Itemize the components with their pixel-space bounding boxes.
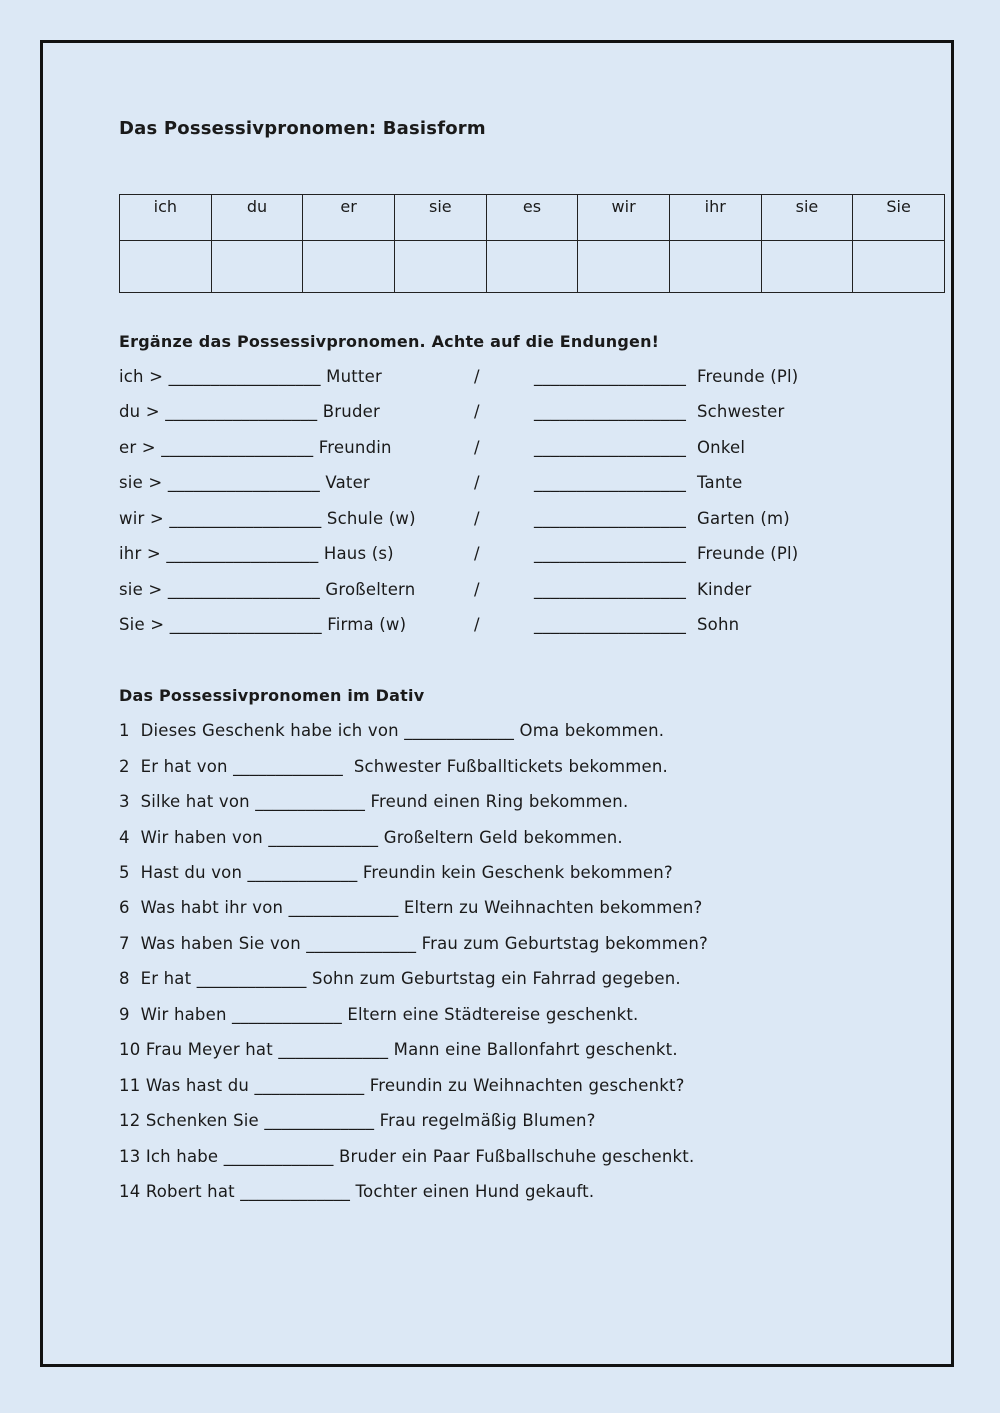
page-title: Das Possessivpronomen: Basisform — [119, 118, 486, 139]
exercise-right: __________________ Sohn — [534, 615, 740, 634]
answer-cell[interactable] — [211, 241, 303, 293]
answer-cell[interactable] — [303, 241, 395, 293]
separator: / — [474, 402, 480, 421]
pronoun-header-cell: es — [486, 195, 578, 241]
pronoun-header-cell: wir — [578, 195, 670, 241]
pronoun-header-cell: ihr — [669, 195, 761, 241]
exercise-right: __________________ Kinder — [534, 580, 752, 599]
answer-cell[interactable] — [761, 241, 853, 293]
exercise-left: ich > __________________ Mutter — [119, 367, 382, 386]
dativ-item: 5 Hast du von _____________ Freundin kein Geschenk bekommen? — [119, 863, 673, 882]
dativ-item: 11 Was hast du _____________ Freundin zu Weihnachten geschenkt? — [119, 1076, 685, 1095]
exercise-row — [119, 615, 740, 691]
pronoun-answer-row — [120, 241, 945, 293]
pronoun-header-cell: du — [211, 195, 303, 241]
pronoun-header-cell: Sie — [853, 195, 945, 241]
dativ-item: 14 Robert hat _____________ Tochter einen Hund gekauft. — [119, 1182, 595, 1201]
pronoun-header-cell: ich — [120, 195, 212, 241]
exercise-right: __________________ Freunde (Pl) — [534, 367, 799, 386]
answer-cell[interactable] — [486, 241, 578, 293]
pronoun-header-cell: er — [303, 195, 395, 241]
exercise-right: __________________ Tante — [534, 473, 743, 492]
pronoun-header-row — [120, 195, 945, 241]
exercise-right: __________________ Onkel — [534, 438, 746, 457]
separator: / — [474, 438, 480, 457]
dativ-item: 8 Er hat _____________ Sohn zum Geburtstag ein Fahrrad gegeben. — [119, 969, 681, 988]
pronoun-table — [119, 194, 945, 293]
answer-cell[interactable] — [669, 241, 761, 293]
dativ-item: 7 Was haben Sie von _____________ Frau zum Geburtstag bekommen? — [119, 934, 708, 953]
dativ-item: 9 Wir haben _____________ Eltern eine Städtereise geschenkt. — [119, 1005, 639, 1024]
exercise-right: __________________ Freunde (Pl) — [534, 544, 799, 563]
section1-heading: Ergänze das Possessivpronomen. Achte auf die Endungen! — [119, 332, 660, 351]
answer-cell[interactable] — [120, 241, 212, 293]
dativ-item: 3 Silke hat von _____________ Freund einen Ring bekommen. — [119, 792, 629, 811]
separator: / — [474, 473, 480, 492]
exercise-left: Sie > __________________ Firma (w) — [119, 615, 407, 634]
answer-cell[interactable] — [578, 241, 670, 293]
exercise-right: __________________ Schwester — [534, 402, 785, 421]
exercise-right: __________________ Garten (m) — [534, 509, 790, 528]
separator: / — [474, 367, 480, 386]
answer-cell[interactable] — [394, 241, 486, 293]
dativ-item: 12 Schenken Sie _____________ Frau regelmäßig Blumen? — [119, 1111, 596, 1130]
exercise-left: du > __________________ Bruder — [119, 402, 380, 421]
dativ-item: 10 Frau Meyer hat _____________ Mann eine Ballonfahrt geschenkt. — [119, 1040, 678, 1059]
dativ-item: 4 Wir haben von _____________ Großeltern Geld bekommen. — [119, 828, 623, 847]
dativ-item: 2 Er hat von _____________ Schwester Fußballtickets bekommen. — [119, 757, 668, 776]
pronoun-header-cell: sie — [761, 195, 853, 241]
answer-cell[interactable] — [853, 241, 945, 293]
dativ-item: 6 Was habt ihr von _____________ Eltern zu Weihnachten bekommen? — [119, 898, 703, 917]
separator: / — [474, 544, 480, 563]
section2-heading: Das Possessivpronomen im Dativ — [119, 686, 425, 705]
exercise-left: ihr > __________________ Haus (s) — [119, 544, 394, 563]
dativ-item: 13 Ich habe _____________ Bruder ein Paar Fußballschuhe geschenkt. — [119, 1147, 695, 1166]
dativ-item: 1 Dieses Geschenk habe ich von _____________ Oma bekommen. — [119, 721, 665, 740]
exercise-left: er > __________________ Freundin — [119, 438, 392, 457]
exercise-left: wir > __________________ Schule (w) — [119, 509, 416, 528]
pronoun-header-cell: sie — [394, 195, 486, 241]
exercise-left: sie > __________________ Vater — [119, 473, 370, 492]
separator: / — [474, 509, 480, 528]
separator: / — [474, 580, 480, 599]
exercise-left: sie > __________________ Großeltern — [119, 580, 416, 599]
separator: / — [474, 615, 480, 634]
